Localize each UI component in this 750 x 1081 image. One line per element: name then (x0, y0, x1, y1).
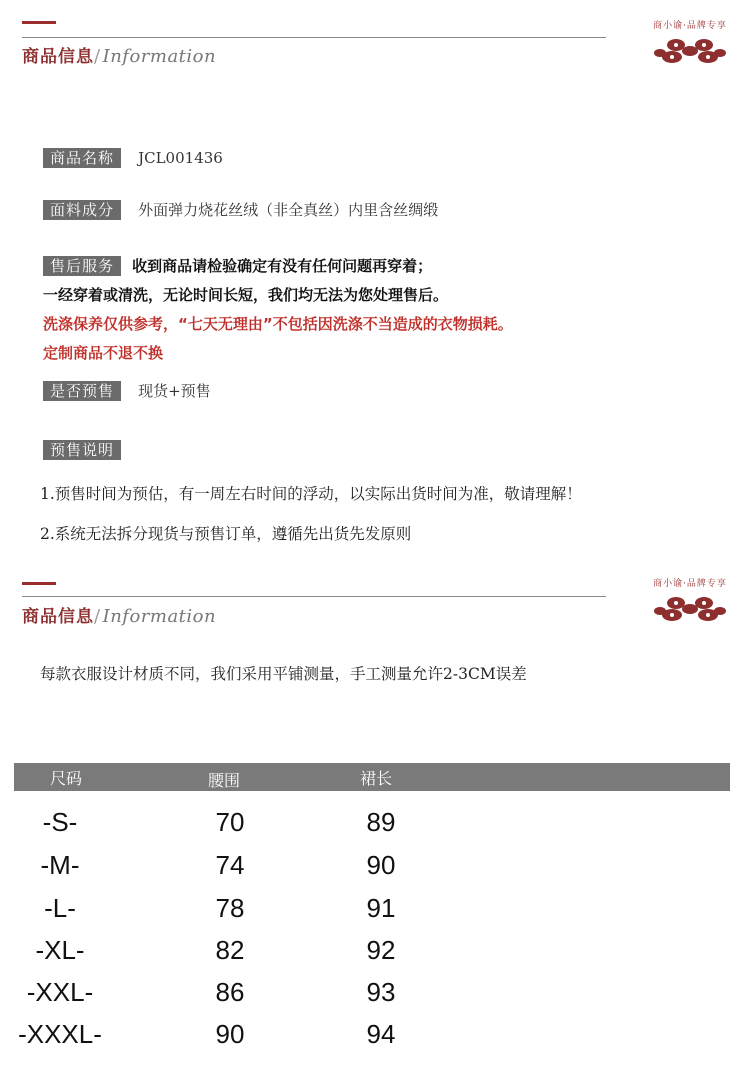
length-cell: 92 (366, 935, 396, 965)
product-name-label: 商品名称 (43, 148, 121, 168)
size-cell: -S- (42, 807, 78, 837)
section1-title: 商品信息 (22, 47, 94, 67)
section2-title: 商品信息 (22, 607, 94, 627)
seal-lettering-2: 商小谕·品牌专享 (653, 579, 727, 589)
presale-label: 是否预售 (43, 381, 121, 401)
presale-desc-row (43, 440, 121, 460)
fabric-row (43, 199, 438, 220)
waist-cell: 78 (215, 893, 245, 923)
section2-subtitle: Information (102, 606, 217, 627)
length-cell: 91 (366, 893, 396, 923)
seal-lettering: 商小谕·品牌专享 (653, 21, 727, 31)
section2-slash: / (94, 606, 101, 627)
knot-ornament-icon (650, 31, 730, 71)
size-cell: -L- (44, 893, 76, 923)
after-sales-line2: 一经穿着或清洗，无论时间长短，我们均无法为您处理售后。 (43, 286, 449, 304)
size-cell: -XXL- (26, 977, 94, 1007)
after-sales-line3: 洗涤保养仅供参考，“七天无理由”不包括因洗涤不当造成的衣物损耗。 (43, 315, 513, 333)
section1-subtitle: Information (102, 46, 217, 67)
waist-cell: 70 (215, 807, 245, 837)
header-length: 裙长 (360, 769, 393, 788)
length-cell: 94 (366, 1019, 396, 1049)
after-sales-row (43, 255, 432, 276)
measurement-note: 每款衣服设计材质不同，我们采用平铺测量，手工测量允许2-3CM误差 (40, 665, 527, 683)
presale-desc-2: 2.系统无法拆分现货与预售订单，遵循先出货先发原则 (40, 525, 412, 543)
fabric-value: 外面弹力烧花丝绒（非全真丝）内里含丝绸缎 (138, 201, 439, 219)
knot-ornament-icon-2 (650, 589, 730, 629)
waist-cell: 74 (215, 850, 245, 880)
fabric-label: 面料成分 (43, 200, 121, 220)
presale-row (43, 380, 211, 401)
presale-desc-label: 预售说明 (43, 440, 121, 460)
length-cell: 90 (366, 850, 396, 880)
section2-divider (22, 596, 606, 597)
brand-seal-logo (650, 18, 730, 74)
size-cell: -XXXL- (18, 1019, 102, 1049)
length-cell: 93 (366, 977, 396, 1007)
header-size: 尺码 (50, 769, 83, 788)
section2-header (22, 602, 622, 628)
presale-value: 现货+预售 (138, 382, 211, 400)
product-name-value: JCL001436 (138, 149, 223, 167)
presale-desc-1: 1.预售时间为预估，有一周左右时间的浮动，以实际出货时间为准，敬请理解！ (40, 485, 582, 503)
product-name-row (43, 148, 223, 168)
section1-header (22, 42, 622, 68)
header-waist: 腰围 (208, 771, 241, 790)
waist-cell: 90 (215, 1019, 245, 1049)
after-sales-line4: 定制商品不退不换 (43, 344, 164, 362)
waist-cell: 82 (215, 935, 245, 965)
size-table-header (14, 763, 730, 791)
section1-divider (22, 37, 606, 38)
length-cell: 89 (366, 807, 396, 837)
brand-seal-logo-2 (650, 576, 730, 632)
section1-accent-bar (22, 21, 56, 24)
waist-cell: 86 (215, 977, 245, 1007)
section2-accent-bar-line (22, 582, 56, 585)
size-cell: -M- (40, 850, 80, 880)
after-sales-line1: 收到商品请检验确定有没有任何问题再穿着； (132, 257, 433, 275)
size-cell: -XL- (35, 935, 85, 965)
section1-slash: / (94, 46, 101, 67)
after-sales-label: 售后服务 (43, 256, 121, 276)
